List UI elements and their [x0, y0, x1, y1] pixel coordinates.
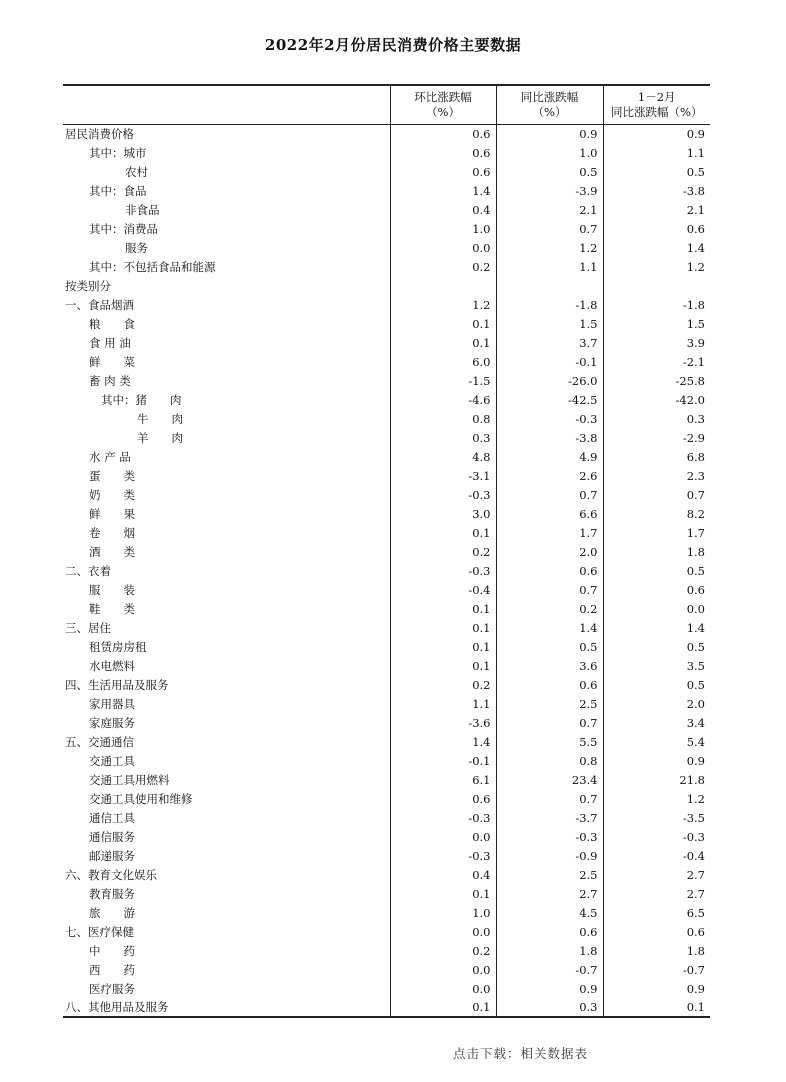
value-ytd: 21.8	[603, 770, 710, 789]
table-row	[63, 941, 710, 960]
value-mom: 0.6	[390, 124, 496, 143]
value-yoy: 1.8	[496, 941, 603, 960]
row-label: 通信服务	[89, 829, 135, 844]
value-yoy: 1.7	[496, 523, 603, 542]
header-ytd-period: 1－2月	[637, 89, 676, 104]
value-mom: 0.2	[390, 257, 496, 276]
value-ytd: -1.8	[603, 295, 710, 314]
value-yoy: 0.5	[496, 162, 603, 181]
cpi-data-table	[63, 84, 710, 1018]
value-yoy: -0.9	[496, 846, 603, 865]
value-ytd: 3.5	[603, 656, 710, 675]
value-mom: -0.3	[390, 808, 496, 827]
table-row	[63, 713, 710, 732]
value-yoy: -3.9	[496, 181, 603, 200]
table-row	[63, 485, 710, 504]
row-label: 粮 食	[89, 316, 135, 331]
value-yoy: 0.2	[496, 599, 603, 618]
value-yoy: 2.5	[496, 694, 603, 713]
row-label: 家庭服务	[89, 715, 135, 730]
value-mom: 0.1	[390, 333, 496, 352]
value-mom: 0.1	[390, 523, 496, 542]
value-yoy: 2.7	[496, 884, 603, 903]
table-row	[63, 561, 710, 580]
value-ytd: 0.9	[603, 979, 710, 998]
value-yoy: -26.0	[496, 371, 603, 390]
value-mom	[390, 276, 496, 295]
value-yoy	[496, 276, 603, 295]
row-label: 西 药	[89, 962, 135, 977]
value-yoy: 4.9	[496, 447, 603, 466]
row-label: 其中：消费品	[89, 221, 158, 236]
value-ytd: 2.1	[603, 200, 710, 219]
row-label: 通信工具	[89, 810, 135, 825]
table-row	[63, 770, 710, 789]
value-yoy: 0.5	[496, 637, 603, 656]
cpi-table-container	[63, 84, 710, 1018]
value-mom: -3.1	[390, 466, 496, 485]
value-ytd: 3.4	[603, 713, 710, 732]
value-mom: 6.1	[390, 770, 496, 789]
row-label: 交通工具使用和维修	[89, 791, 193, 806]
row-label: 水 产 品	[89, 449, 131, 464]
row-label: 鲜 菜	[89, 354, 135, 369]
table-row	[63, 960, 710, 979]
value-ytd: 2.3	[603, 466, 710, 485]
value-yoy: -0.1	[496, 352, 603, 371]
table-header-row	[63, 85, 710, 124]
row-label: 教育服务	[89, 886, 135, 901]
value-ytd: 0.9	[603, 124, 710, 143]
value-ytd: -42.0	[603, 390, 710, 409]
value-ytd: 6.5	[603, 903, 710, 922]
table-row	[63, 447, 710, 466]
header-ytd-label: 同比涨跌幅（%）	[611, 104, 703, 119]
row-label: 蛋 类	[89, 468, 135, 483]
table-row	[63, 371, 710, 390]
value-ytd: 1.8	[603, 542, 710, 561]
value-mom: 6.0	[390, 352, 496, 371]
table-row	[63, 295, 710, 314]
value-ytd: 2.0	[603, 694, 710, 713]
row-label: 食 用 油	[89, 335, 131, 350]
row-label: 其中：城市	[89, 145, 147, 160]
table-row	[63, 124, 710, 143]
value-mom: 0.1	[390, 314, 496, 333]
download-data-link[interactable]: 点击下载：相关数据表	[453, 1046, 589, 1061]
table-row	[63, 390, 710, 409]
value-yoy: 0.7	[496, 219, 603, 238]
value-yoy: 5.5	[496, 732, 603, 751]
value-mom: -1.5	[390, 371, 496, 390]
value-ytd: 0.5	[603, 561, 710, 580]
value-mom: 0.0	[390, 960, 496, 979]
value-yoy: 1.2	[496, 238, 603, 257]
value-yoy: 0.6	[496, 561, 603, 580]
value-mom: -0.3	[390, 846, 496, 865]
value-mom: 3.0	[390, 504, 496, 523]
value-mom: 1.1	[390, 694, 496, 713]
value-mom: 0.6	[390, 143, 496, 162]
row-label: 卷 烟	[89, 525, 135, 540]
value-mom: 0.6	[390, 789, 496, 808]
table-row	[63, 162, 710, 181]
value-yoy: 2.6	[496, 466, 603, 485]
row-label: 水电燃料	[89, 658, 135, 673]
header-item	[63, 85, 390, 124]
table-row	[63, 998, 710, 1017]
row-label: 邮递服务	[89, 848, 135, 863]
value-yoy: 2.5	[496, 865, 603, 884]
value-yoy: 0.6	[496, 922, 603, 941]
value-yoy: 1.1	[496, 257, 603, 276]
value-yoy: -3.8	[496, 428, 603, 447]
value-mom: 0.0	[390, 238, 496, 257]
value-yoy: 1.4	[496, 618, 603, 637]
table-row	[63, 219, 710, 238]
value-yoy: 3.7	[496, 333, 603, 352]
value-yoy: -0.3	[496, 409, 603, 428]
row-label: 三、居住	[65, 620, 111, 635]
value-ytd: 0.3	[603, 409, 710, 428]
row-label: 牛 肉	[137, 411, 183, 426]
table-row	[63, 352, 710, 371]
table-row	[63, 922, 710, 941]
row-label: 五、交通通信	[65, 734, 134, 749]
header-yoy-label: 同比涨跌幅	[520, 89, 579, 104]
value-yoy: 0.7	[496, 485, 603, 504]
value-yoy: 0.8	[496, 751, 603, 770]
row-label: 一、食品烟酒	[65, 297, 134, 312]
value-ytd: 0.5	[603, 675, 710, 694]
value-ytd: 0.6	[603, 580, 710, 599]
table-row	[63, 314, 710, 333]
table-row	[63, 656, 710, 675]
value-mom: 0.1	[390, 884, 496, 903]
value-ytd: -0.7	[603, 960, 710, 979]
value-yoy: 0.6	[496, 675, 603, 694]
table-row	[63, 542, 710, 561]
table-body	[63, 124, 710, 1017]
value-yoy: 6.6	[496, 504, 603, 523]
header-ytd	[603, 85, 710, 124]
value-ytd: 1.5	[603, 314, 710, 333]
value-ytd: 0.7	[603, 485, 710, 504]
table-row	[63, 238, 710, 257]
header-mom-unit: （%）	[426, 104, 460, 119]
value-mom: 0.1	[390, 998, 496, 1017]
value-mom: 0.0	[390, 922, 496, 941]
value-mom: 0.0	[390, 827, 496, 846]
table-row	[63, 979, 710, 998]
value-mom: 1.2	[390, 295, 496, 314]
row-label: 畜 肉 类	[89, 373, 131, 388]
value-yoy: 1.0	[496, 143, 603, 162]
value-yoy: 0.7	[496, 713, 603, 732]
value-ytd: 8.2	[603, 504, 710, 523]
table-row	[63, 808, 710, 827]
value-yoy: 3.6	[496, 656, 603, 675]
row-label: 四、生活用品及服务	[65, 677, 169, 692]
table-row	[63, 675, 710, 694]
value-mom: 0.1	[390, 618, 496, 637]
row-label: 其中：猪 肉	[101, 392, 182, 407]
header-mom	[390, 85, 496, 124]
table-row	[63, 865, 710, 884]
value-ytd: 1.8	[603, 941, 710, 960]
value-mom: 0.1	[390, 637, 496, 656]
value-ytd: -3.8	[603, 181, 710, 200]
value-yoy: 23.4	[496, 770, 603, 789]
table-row	[63, 618, 710, 637]
row-label: 租赁房房租	[89, 639, 147, 654]
table-row	[63, 523, 710, 542]
value-yoy: 2.0	[496, 542, 603, 561]
value-yoy: 0.7	[496, 789, 603, 808]
value-yoy: -3.7	[496, 808, 603, 827]
value-mom: -0.3	[390, 561, 496, 580]
value-mom: 0.6	[390, 162, 496, 181]
value-mom: 1.0	[390, 219, 496, 238]
value-yoy: -0.7	[496, 960, 603, 979]
row-label: 交通工具用燃料	[89, 772, 170, 787]
value-ytd: -3.5	[603, 808, 710, 827]
row-label: 医疗服务	[89, 981, 135, 996]
value-mom: 0.2	[390, 542, 496, 561]
value-mom: -0.4	[390, 580, 496, 599]
value-ytd: 0.5	[603, 637, 710, 656]
value-mom: 4.8	[390, 447, 496, 466]
header-mom-label: 环比涨跌幅	[414, 89, 472, 104]
value-ytd: -25.8	[603, 371, 710, 390]
value-mom: -0.1	[390, 751, 496, 770]
table-row	[63, 143, 710, 162]
value-mom: 0.2	[390, 675, 496, 694]
value-ytd: 5.4	[603, 732, 710, 751]
header-yoy-unit: （%）	[532, 104, 567, 119]
table-row	[63, 694, 710, 713]
value-mom: 0.2	[390, 941, 496, 960]
value-ytd: 1.4	[603, 238, 710, 257]
row-label: 农村	[125, 164, 148, 179]
row-label: 服 装	[89, 582, 135, 597]
value-ytd: 0.6	[603, 922, 710, 941]
table-row	[63, 751, 710, 770]
value-ytd: -0.3	[603, 827, 710, 846]
row-label: 居民消费价格	[65, 126, 134, 141]
value-ytd: 2.7	[603, 884, 710, 903]
table-row	[63, 580, 710, 599]
value-yoy: -1.8	[496, 295, 603, 314]
row-label: 奶 类	[89, 487, 135, 502]
table-row	[63, 257, 710, 276]
value-yoy: 2.1	[496, 200, 603, 219]
value-ytd: 1.2	[603, 789, 710, 808]
value-yoy: 0.7	[496, 580, 603, 599]
value-yoy: 1.5	[496, 314, 603, 333]
page-title: 2022年2月份居民消费价格主要数据	[264, 36, 522, 54]
value-ytd: 1.4	[603, 618, 710, 637]
value-ytd: -0.4	[603, 846, 710, 865]
table-row	[63, 789, 710, 808]
row-label: 交通工具	[89, 753, 135, 768]
value-mom: 0.4	[390, 200, 496, 219]
row-label: 其中：食品	[89, 183, 147, 198]
value-mom: -3.6	[390, 713, 496, 732]
value-yoy: 0.9	[496, 124, 603, 143]
value-yoy: 4.5	[496, 903, 603, 922]
value-mom: 0.0	[390, 979, 496, 998]
table-row	[63, 732, 710, 751]
row-label: 非食品	[125, 202, 160, 217]
table-row	[63, 200, 710, 219]
value-mom: 0.1	[390, 656, 496, 675]
row-label: 其中：不包括食品和能源	[89, 259, 216, 274]
value-ytd: -2.1	[603, 352, 710, 371]
table-row	[63, 428, 710, 447]
row-label: 八、其他用品及服务	[63, 998, 390, 1017]
row-label: 酒 类	[89, 544, 135, 559]
table-row	[63, 276, 710, 295]
value-ytd: 2.7	[603, 865, 710, 884]
row-label: 按类别分	[65, 278, 111, 293]
value-ytd: 1.2	[603, 257, 710, 276]
value-mom: 0.8	[390, 409, 496, 428]
table-row	[63, 637, 710, 656]
value-mom: 0.4	[390, 865, 496, 884]
value-ytd	[603, 276, 710, 295]
row-label: 二、衣着	[65, 563, 111, 578]
value-ytd: 0.0	[603, 599, 710, 618]
value-mom: -0.3	[390, 485, 496, 504]
row-label: 旅 游	[89, 905, 135, 920]
row-label: 鲜 果	[89, 506, 135, 521]
table-row	[63, 181, 710, 200]
value-mom: -4.6	[390, 390, 496, 409]
row-label: 六、教育文化娱乐	[65, 867, 157, 882]
value-ytd: 1.1	[603, 143, 710, 162]
value-ytd: 0.6	[603, 219, 710, 238]
value-ytd: 0.5	[603, 162, 710, 181]
row-label: 服务	[125, 240, 148, 255]
table-row	[63, 409, 710, 428]
value-mom: 1.4	[390, 732, 496, 751]
value-yoy: 0.3	[496, 998, 603, 1017]
value-yoy: -0.3	[496, 827, 603, 846]
value-ytd: 0.9	[603, 751, 710, 770]
value-ytd: -2.9	[603, 428, 710, 447]
table-row	[63, 884, 710, 903]
value-ytd: 1.7	[603, 523, 710, 542]
row-label: 羊 肉	[137, 430, 183, 445]
header-yoy	[496, 85, 603, 124]
row-label: 七、医疗保健	[65, 924, 134, 939]
value-yoy: -42.5	[496, 390, 603, 409]
value-mom: 1.0	[390, 903, 496, 922]
value-yoy: 0.9	[496, 979, 603, 998]
table-row	[63, 466, 710, 485]
value-ytd: 3.9	[603, 333, 710, 352]
table-row	[63, 333, 710, 352]
row-label: 中 药	[89, 943, 135, 958]
value-ytd: 0.1	[603, 998, 710, 1017]
row-label: 家用器具	[89, 696, 135, 711]
table-row	[63, 827, 710, 846]
value-mom: 1.4	[390, 181, 496, 200]
table-row	[63, 903, 710, 922]
row-label: 鞋 类	[89, 601, 135, 616]
table-row	[63, 599, 710, 618]
value-mom: 0.1	[390, 599, 496, 618]
value-ytd: 6.8	[603, 447, 710, 466]
value-mom: 0.3	[390, 428, 496, 447]
table-row	[63, 504, 710, 523]
table-row	[63, 846, 710, 865]
